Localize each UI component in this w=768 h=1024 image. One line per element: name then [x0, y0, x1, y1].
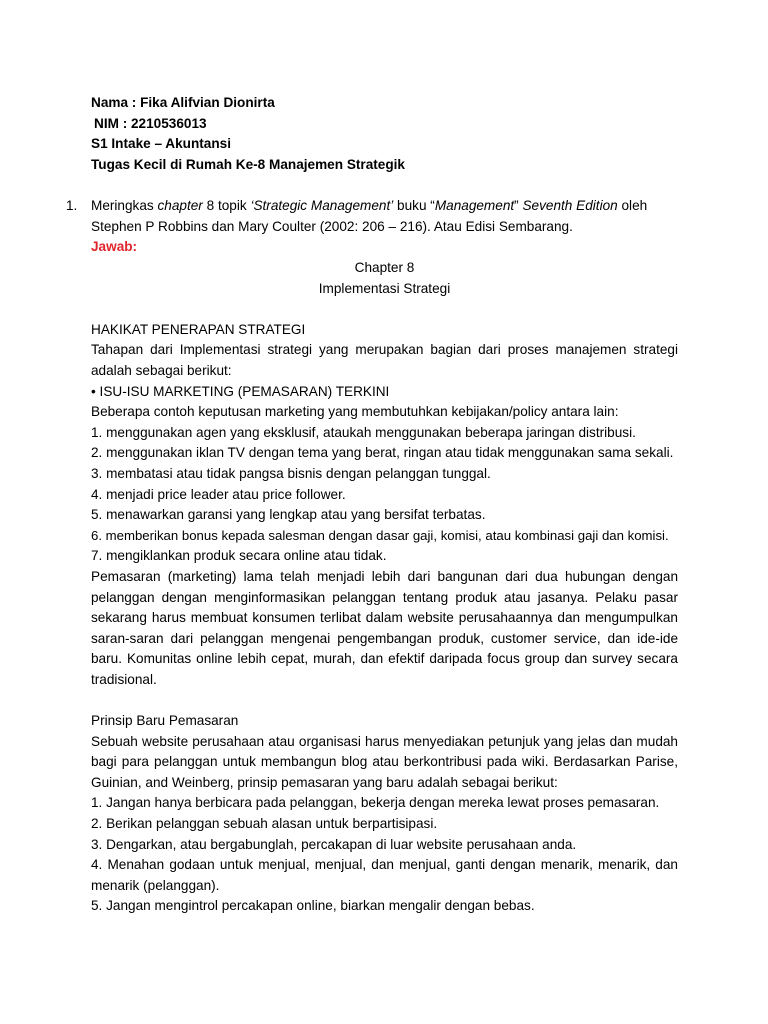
question-text-italic: chapter	[157, 198, 203, 213]
list-item: 5. menawarkan garansi yang lengkap atau yang bersifat terbatas.	[91, 507, 486, 523]
question-book-title: Management	[434, 198, 515, 213]
question-text-part: Meringkas	[91, 198, 158, 213]
section-lead: Beberapa contoh keputusan marketing yang membutuhkan kebijakan/policy antara lain:	[91, 404, 619, 420]
question-text-part: ”	[514, 198, 523, 213]
section-bullet: • ISU-ISU MARKETING (PEMASARAN) TERKINI	[91, 383, 390, 399]
assignment-title: Tugas Kecil di Rumah Ke-8 Manajemen Strategik	[91, 156, 405, 172]
list-item: 1. menggunakan agen yang eksklusif, ataukah menggunakan beberapa jaringan distribusi.	[91, 424, 636, 440]
list-item: 4. menjadi price leader atau price follower.	[91, 486, 346, 502]
list-item: 2. Berikan pelanggan sebuah alasan untuk berpartisipasi.	[91, 816, 438, 832]
list-item: 3. membatasi atau tidak pangsa bisnis dengan pelanggan tunggal.	[91, 465, 491, 481]
section-intro: Tahapan dari Implementasi strategi yang merupakan bagian dari proses manajemen strategi adalah sebagai berikut:	[91, 342, 678, 378]
question-topic: ‘Strategic Management’	[250, 198, 394, 213]
list-item: 1. Jangan hanya berbicara pada pelanggan, bekerja dengan mereka lewat proses pemasaran.	[91, 795, 660, 811]
question-1	[66, 196, 678, 258]
question-text	[91, 196, 678, 258]
section-heading: Prinsip Baru Pemasaran	[91, 713, 239, 729]
answer-content	[91, 258, 678, 917]
list-item: 6. memberikan bonus kepada salesman dengan dasar gaji, komisi, atau kombinasi gaji dan komisi.	[91, 527, 669, 543]
student-name: Nama : Fika Alifvian Dionirta	[91, 95, 275, 110]
list-item: 5. Jangan mengintrol percakapan online, biarkan mengalir dengan bebas.	[91, 898, 535, 914]
answer-label: Jawab:	[91, 239, 138, 255]
list-item: 7. mengiklankan produk secara online atau tidak.	[91, 548, 387, 564]
student-header	[91, 93, 405, 175]
study-program: S1 Intake – Akuntansi	[91, 136, 232, 152]
chapter-subtitle: Implementasi Strategi	[318, 280, 451, 296]
question-text-part: buku “	[393, 198, 435, 213]
question-text-part: 8 topik	[202, 198, 251, 213]
question-number: 1.	[66, 198, 78, 213]
list-item: 4. Menahan godaan untuk menjual, menjual, dan menjual, ganti dengan menarik, menarik, dan menarik (pelanggan).	[91, 857, 678, 893]
question-edition: Seventh Edition	[522, 198, 618, 213]
principles-paragraph: Sebuah website perusahaan atau organisasi harus menyediakan petunjuk yang jelas dan mudah bagi para pelanggan untuk membangun blog atau berkontribusi pada wiki. Berdasarkan Parise, Guinian, and Weinberg, prinsip pemasaran yang baru adalah sebagai berikut:	[91, 733, 678, 790]
list-item: 2. menggunakan iklan TV dengan tema yang berat, ringan atau tidak menggunakan sama sekali.	[91, 445, 674, 461]
question-text-part: oleh Stephen P Robbins dan Mary Coulter (2002: 206 – 216). Atau Edisi Sembarang.	[91, 198, 648, 234]
spacer	[91, 690, 678, 711]
section-heading: HAKIKAT PENERAPAN STRATEGI	[91, 321, 306, 337]
list-item: 3. Dengarkan, atau bergabunglah, percakapan di luar website perusahaan anda.	[91, 836, 577, 852]
chapter-title: Chapter 8	[354, 260, 415, 275]
student-nim: NIM : 2210536013	[94, 115, 207, 131]
spacer	[91, 299, 678, 320]
marketing-paragraph: Pemasaran (marketing) lama telah menjadi lebih dari bangunan dari dua hubungan dengan pelanggan dengan menginformasikan pelanggan tentang produk atau jasanya. Pelaku pasar sekarang harus membuat konsumen terlibat dalam website perusahaannya dan mengumpulkan saran-saran dari pelanggan mengenai pengembangan produk, customer service, dan ide-ide baru. Komunitas online lebih cepat, murah, dan efektif daripada focus group dan survey secara tradisional.	[91, 568, 678, 687]
